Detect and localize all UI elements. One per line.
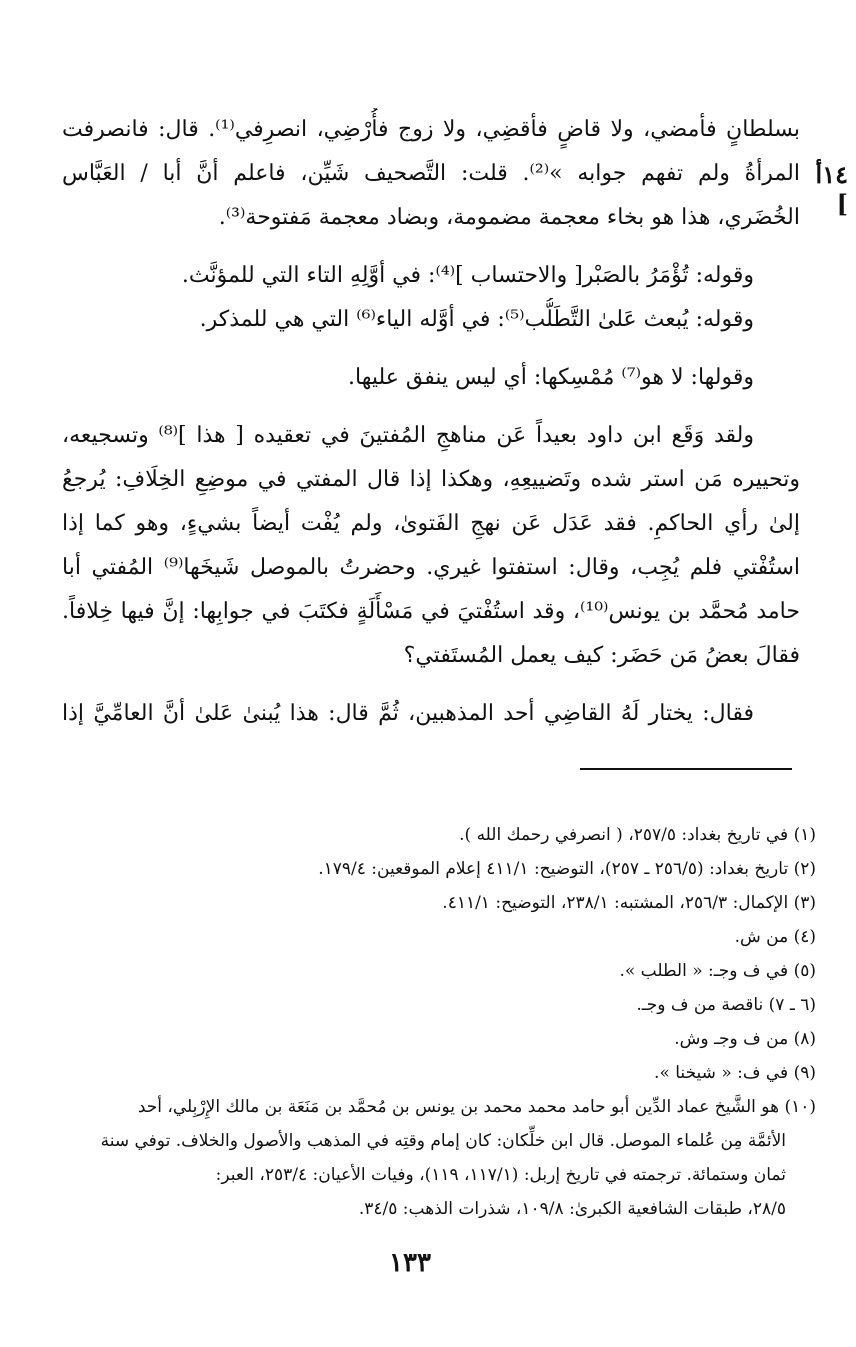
- footnote-continuation: ثمان وستمائة. ترجمته في تاريخ إربل: (١١٧/١، ١١٩)، وفيات الأعيان: ٢٥٣/٤، العبر:: [215, 1165, 786, 1185]
- footnote: (٩) في ف: « شيخنا ».: [654, 1063, 816, 1083]
- manuscript-folio-marker: ١٤أ ]: [815, 160, 848, 218]
- page-number: ١٣٣: [389, 1248, 431, 1278]
- footnote: (٤) من ش.: [734, 927, 816, 947]
- text-line: وقوله: تُؤْمَرُ بالصَبْر[ والاحتساب ]⁽⁴⁾: في أوَّلِهِ التاء التي للمؤنَّث.: [181, 263, 754, 288]
- footnote-divider: [580, 768, 792, 770]
- text-line: ولقد وَقَع ابن داود بعيداً عَن مناهجِ المُفتينَ في تعقيده [ هذا ]⁽⁸⁾ وتسجيعه،: [62, 423, 754, 448]
- text-line: إلىٰ رأي الحاكمِ. فقد عَدَل عَن نهجِ الفَتوىٰ، ولم يُفْت أيضاً بشيءٍ، وهو كما إذا: [62, 511, 800, 536]
- footnote: (٥) في ف وجـ: « الطلب ».: [619, 961, 816, 981]
- footnote-continuation: ٢٨/٥، طبقات الشافعية الكبرىٰ: ١٠٩/٨، شذرات الذهب: ٣٤/٥.: [358, 1199, 786, 1219]
- text-line: الخُضَري، هذا هو بخاء معجمة مضمومة، وبضاد معجمة مَفتوحة⁽³⁾.: [218, 205, 800, 230]
- footnote: (٨) من ف وجـ وش.: [674, 1029, 816, 1049]
- text-line: وقولها: لا هو⁽⁷⁾ مُمْسِكها: أي ليس ينفق عليها.: [348, 365, 754, 390]
- text-line: بسلطانٍ فأمضي، ولا قاضٍ فأقضِي، ولا زوج فأُرْضِي، انصرِفي⁽¹⁾. قال: فانصرفت: [62, 117, 800, 142]
- footnote: (٦ ـ ٧) ناقصة من ف وجـ.: [636, 995, 816, 1015]
- footnote: (١) في تاريخ بغداد: ٢٥٧/٥، ( انصرفي رحمك الله ).: [459, 825, 816, 845]
- text-line: وقوله: يُبعث عَلىٰ التَّطَلُّب⁽⁵⁾: في أوَّله الياء⁽⁶⁾ التي هي للمذكر.: [199, 307, 754, 332]
- text-line: حامد مُحمَّد بن يونس⁽¹⁰⁾، وقد استُفْتيَ في مَسْأَلَةٍ فكتَبَ في جوابِها: إنَّ فيها خِلافاً.: [62, 599, 800, 624]
- footnote: (١٠) هو الشَّيخ عماد الدِّين أبو حامد محمد محمد بن يونس بن مُحمَّد بن مَنَعَة بن مالك الإِرْبِلي، أحد: [137, 1097, 816, 1117]
- text-line: استُفْتي فلم يُجِب، وقال: استفتوا غيري. وحضرتُ بالموصل شَيخَها⁽⁹⁾ المُفتي أبا: [62, 555, 800, 580]
- footnote: (٣) الإكمال: ٢٥٦/٣، المشتبه: ٢٣٨/١، التوضيح: ٤١١/١.: [442, 893, 816, 913]
- text-line: وتحييره مَن استر شده وتَضييعِهِ، وهكذا إذا قال المفتي في موضِعِ الخِلَافِ: يُرجعُ: [62, 467, 800, 492]
- footnote: (٢) تاريخ بغداد: (٢٥٦/٥ ـ ٢٥٧)، التوضيح: ٤١١/١ إعلام الموقعين: ١٧٩/٤.: [318, 859, 816, 879]
- text-line: المرأةُ ولم تفهم جوابه »⁽²⁾. قلت: التَّصحيف شَيِّن، فاعلم أنَّ أبا / العَبَّاس: [62, 161, 800, 186]
- footnote-continuation: الأئمَّة مِن عُلماء الموصل. قال ابن خلِّكان: كان إمام وقتِه في المذهب والأصول والخلاف. توفي سنة: [100, 1131, 786, 1151]
- footnotes: [62, 818, 816, 1226]
- text-line: فقالَ بعضُ مَن حَضَر: كيف يعمل المُستَفتي؟: [403, 643, 800, 668]
- text-line: فقال: يختار لَهُ القاضِي أحد المذهبين، ثُمَّ قال: هذا يُبنىٰ عَلىٰ أنَّ العامِّيَّ إذا: [62, 701, 754, 726]
- main-text: [62, 108, 800, 736]
